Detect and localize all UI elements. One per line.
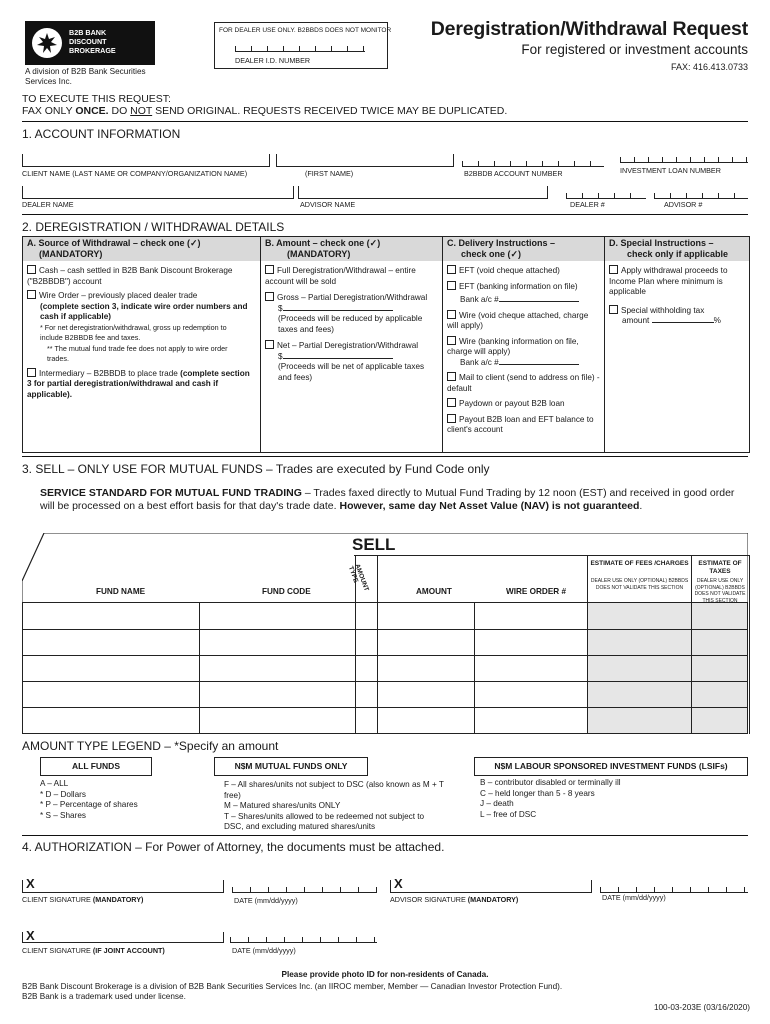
colD-withholding-checkbox[interactable] [609,305,618,314]
legend-lsif-list [480,778,621,820]
table-row[interactable] [22,707,748,733]
details-table [22,236,750,453]
colC-mail[interactable]: Mail to client (send to address on file) - default [447,373,600,393]
colA-cash-checkbox[interactable] [27,265,36,274]
logo-text-1: B2B BANK [69,28,107,37]
col-taxes-title: ESTIMATE OF TAXES [698,560,742,575]
legend-nsm-item: T – Shares/units allowed to be redeemed not subject to DSC, and excluding matured shares/units [224,811,425,831]
advisor-no-field[interactable] [654,188,748,199]
colC-header: C. Delivery Instructions – check one (✓) [443,237,604,261]
col-taxes-note: DEALER USE ONLY (OPTIONAL) B2BBDS DOES NOT VALIDATE THIS SECTION [694,578,746,604]
sell-title: SELL [352,535,396,554]
col-fees-title: ESTIMATE OF FEES /CHARGES [590,560,689,567]
loan-number-field[interactable] [620,152,748,163]
colD-income-plan-checkbox[interactable] [609,265,618,274]
dealer-id-box [214,22,392,69]
legend-all-item: * S – Shares [40,810,86,820]
joint-sig-label: CLIENT SIGNATURE (IF JOINT ACCOUNT) [22,946,165,955]
advisor-signature-field[interactable] [390,880,592,893]
legend-nsm-head: N$M MUTUAL FUNDS ONLY [214,757,368,776]
colD-header: D. Special Instructions – check only if applicable [605,237,749,261]
colA-intermediary-option[interactable]: Intermediary – B2BBDB to place trade (complete section 3 for partial deregistration/withdrawal and cash if applicable). [27,368,250,399]
advisor-sig-x: X [394,876,403,891]
colC-wire-onfile-checkbox[interactable] [447,336,456,345]
legend-nsm-item: M – Matured shares/units ONLY [224,801,341,810]
sell-table [22,533,748,733]
legend-lsif-item: L – free of DSC [480,809,537,819]
colC-mail-checkbox[interactable] [447,372,456,381]
client-name-label: CLIENT NAME (LAST NAME OR COMPANY/ORGANIZATION NAME) [22,169,248,178]
instructions [22,93,507,117]
legend-lsif-head: N$M LABOUR SPONSORED INVESTMENT FUNDS (LSIFs) [474,757,748,776]
logo-text-3: BROKERAGE [69,46,116,55]
client-signature-field[interactable] [22,880,224,893]
instructions-line2: FAX ONLY ONCE. DO NOT SEND ORIGINAL. REQUESTS RECEIVED TWICE MAY BE DUPLICATED. [22,105,508,117]
client-sig-x: X [26,876,35,891]
colB-gross-amount[interactable]: $ [265,304,439,315]
dealer-name-label: DEALER NAME [22,200,74,209]
legend-lsif-item: J – death [480,799,514,808]
colC-payout-eft[interactable]: Payout B2B loan and EFT balance to client's account [447,414,594,434]
advisor-no-label: ADVISOR # [664,200,703,209]
colA-header: A. Source of Withdrawal – check one (✓) (MANDATORY) [23,237,260,261]
advisor-date-label: DATE (mm/dd/yyyy) [602,893,666,902]
page-title: Deregistration/Withdrawal Request [430,18,748,40]
legend-lsif-item: B – contributor disabled or terminally ill [480,778,621,787]
colC-wire-attached[interactable]: Wire (void cheque attached, charge will apply) [447,310,589,330]
colA-intermediary-checkbox[interactable] [27,368,36,377]
colB-net-amount[interactable]: $ [265,352,439,363]
b2b-logo-icon [31,27,63,59]
advisor-name-label: ADVISOR NAME [300,200,356,209]
footer-text [22,982,562,1002]
dealer-id-input[interactable] [235,41,365,52]
joint-sig-x: X [26,928,35,943]
legend-all-item: A – ALL [40,779,69,788]
advisor-date-field[interactable] [600,882,748,893]
page-subtitle: For registered or investment accounts [521,42,748,57]
colA-note1: * For net deregistration/withdrawal, gross up redemption to include B2BBDB fee and taxes. [40,322,227,342]
joint-signature-field[interactable] [22,932,224,943]
col-fund-code: FUND CODE [262,587,311,596]
colB-full-checkbox[interactable] [265,265,274,274]
dealer-box-note: FOR DEALER USE ONLY. B2BBDS DOES NOT MONITOR [219,27,392,34]
colD-withholding-amount[interactable]: amount % [622,316,721,325]
joint-date-field[interactable] [230,932,377,943]
section2-title: 2. DEREGISTRATION / WITHDRAWAL DETAILS [22,220,285,234]
dealer-id-label: DEALER I.D. NUMBER [235,56,311,65]
account-number-field[interactable] [462,154,604,167]
colC-bank-2[interactable]: Bank a/c # [447,358,601,369]
table-row[interactable] [22,681,748,708]
colA-note2: ** The mutual fund trade fee does not apply to wire order trades. [47,343,228,363]
dealer-name-field[interactable] [22,186,294,199]
sell-rows [22,603,748,733]
col-wire-order: WIRE ORDER # [506,587,567,596]
division-text-1: A division of B2B Bank Securities [25,67,146,76]
client-date-label: DATE (mm/dd/yyyy) [234,896,298,905]
colB-net-note: (Proceeds will be net of applicable taxes and fees) [278,362,425,382]
colB-full-option[interactable]: Full Deregistration/Withdrawal – entire account will be sold [265,266,416,286]
section1-title: 1. ACCOUNT INFORMATION [22,127,181,141]
colB-gross-option[interactable]: Gross – Partial Deregistration/Withdrawal [265,292,439,304]
client-name-field[interactable] [22,154,270,167]
colB-header: B. Amount – check one (✓) (MANDATORY) [261,237,442,261]
col-amount-type: AMOUNT TYPE [346,563,370,593]
colA-wire-option[interactable]: Wire Order – previously placed dealer trade (complete section 3, indicate wire order numbers and cash if applicable) [27,290,255,323]
colA-cash-option[interactable]: Cash – cash settled in B2B Bank Discount Brokerage ("B2BBDB") account [27,266,233,286]
colC-bank-1[interactable]: Bank a/c # [447,295,601,306]
legend-all-item: * P – Percentage of shares [40,800,138,809]
section3-title: 3. SELL – ONLY USE FOR MUTUAL FUNDS – Trades are executed by Fund Code only [22,462,490,476]
colC-eft-onfile[interactable]: EFT (banking information on file) [447,281,601,293]
loan-number-label: INVESTMENT LOAN NUMBER [620,166,721,175]
form-number: 100-03-203E (03/16/2020) [653,1003,750,1012]
first-name-label: (FIRST NAME) [305,169,354,178]
colC-paydown[interactable]: Paydown or payout B2B loan [447,398,601,410]
legend-nsm-list [224,780,444,833]
client-sig-label: CLIENT SIGNATURE (MANDATORY) [22,895,144,904]
client-date-field[interactable] [232,882,377,893]
col-fees-note: DEALER USE ONLY (OPTIONAL) B2BBDS DOES NOT VALIDATE THIS SECTION [590,578,689,591]
col-fund-name: FUND NAME [96,587,146,596]
colC-eft-attached[interactable]: EFT (void cheque attached) [447,265,601,277]
account-number-label: B2BBDB ACCOUNT NUMBER [464,169,563,178]
colC-eft-attached-checkbox[interactable] [447,265,456,274]
colC-paydown-checkbox[interactable] [447,398,456,407]
dealer-no-label: DEALER # [570,200,605,209]
legend-nsm-item: F – All shares/units not subject to DSC (also known as M + T free) [224,780,444,800]
col-amount: AMOUNT [416,587,452,596]
colA-wire-checkbox[interactable] [27,290,36,299]
table-row[interactable] [22,603,748,630]
colC-eft-onfile-checkbox[interactable] [447,281,456,290]
colC-payout-eft-checkbox[interactable] [447,414,456,423]
colB-gross-checkbox[interactable] [265,292,274,301]
section4-title: 4. AUTHORIZATION – For Power of Attorney, the documents must be attached. [22,840,445,854]
fax-number: FAX: 416.413.0733 [670,62,748,72]
legend-all-item: * D – Dollars [40,789,86,799]
legend-title: AMOUNT TYPE LEGEND – *Specify an amount [22,739,279,753]
logo [25,21,155,65]
legend-all-funds-list [40,779,138,821]
footer-line1: B2B Bank Discount Brokerage is a division of B2B Bank Securities Services Inc. (an IIROC member, Member — Canadian Investor Protection Fund). [22,982,563,991]
photo-id-note: Please provide photo ID for non-residents of Canada. [281,970,489,979]
colC-wire-attached-checkbox[interactable] [447,310,456,319]
colB-net-option[interactable]: Net – Partial Deregistration/Withdrawal [265,340,439,352]
legend-lsif-item: C – held longer than 5 - 8 years [480,788,595,798]
colB-net-checkbox[interactable] [265,340,274,349]
colD-withholding[interactable]: Special withholding tax [609,305,745,317]
instructions-line1: TO EXECUTE THIS REQUEST: [22,93,171,105]
joint-date-label: DATE (mm/dd/yyyy) [232,946,296,955]
colB-gross-note: (Proceeds will be reduced by applicable taxes and fees) [278,314,423,334]
service-standard: SERVICE STANDARD FOR MUTUAL FUND TRADING – Trades faxed directly to Mutual Fund Trading by 12 noon (EST) and received in good order will be processed on a best effort basis for that day's trade date. However, same day Net Asset Value (NAV) is not guaranteed. [40,487,735,512]
division-text-2: Services Inc. [25,77,72,86]
advisor-name-field[interactable] [298,186,548,199]
footer-line2: B2B Bank is a trademark used under license. [22,992,186,1001]
legend-all-funds-head: ALL FUNDS [40,757,152,776]
table-row[interactable] [22,655,748,682]
logo-text-2: DISCOUNT [69,37,107,46]
colC-wire-onfile[interactable]: Wire (banking information on file, charge will apply) [447,336,579,356]
table-row[interactable] [22,629,748,656]
advisor-sig-label: ADVISOR SIGNATURE (MANDATORY) [390,895,519,904]
dealer-no-field[interactable] [566,188,646,199]
first-name-field[interactable] [276,154,454,167]
colD-income-plan[interactable]: Apply withdrawal proceeds to Income Plan where minimum is applicable [609,266,728,296]
